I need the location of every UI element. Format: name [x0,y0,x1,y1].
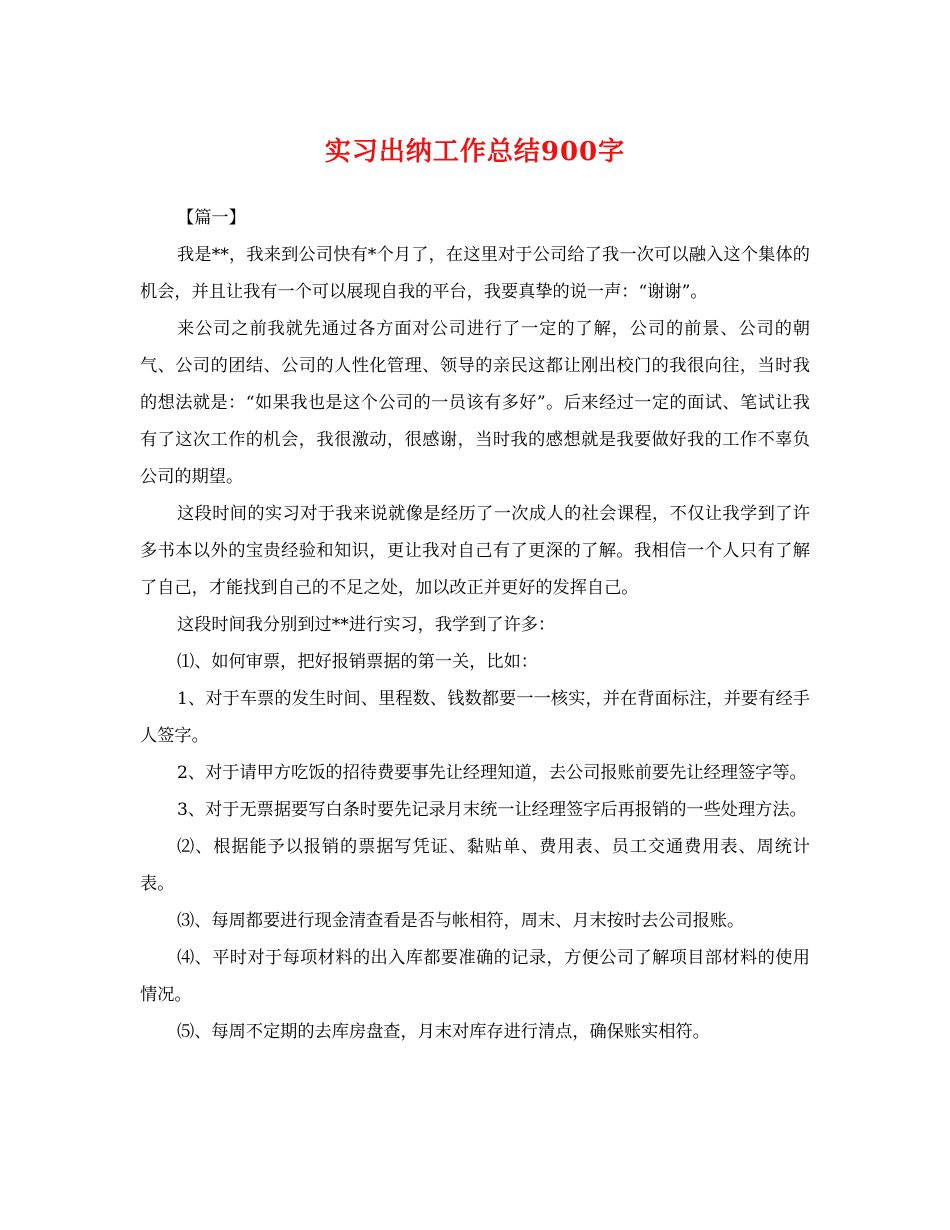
paragraph: 来公司之前我就先通过各方面对公司进行了一定的了解，公司的前景、公司的朝气、公司的团结、公司的人性化管理、领导的亲民这都让刚出校门的我很向往，当时我的想法就是：“如果我也是这个公司的一员该有多好”。后来经过一定的面试、笔试让我有了这次工作的机会，我很激动，很感谢，当时我的感想就是我要做好我的工作不辜负公司的期望。 [140,319,810,487]
list-item: ⑸、每周不定期的去库房盘查，月末对库存进行清点，确保账实相符。 [177,1022,710,1042]
list-item: 3、对于无票据要写白条时要先记录月末统一让经理签字后再报销的一些处理方法。 [177,800,807,820]
list-item: ⑷、平时对于每项材料的出入库都要准确的记录，方便公司了解项目部材料的使用情况。 [140,948,810,1005]
list-item: ⑴、如何审票，把好报销票据的第一关，比如： [177,652,538,672]
list-item: ⑶、每周都要进行现金清查看是否与帐相符，周末、月末按时去公司报账。 [177,911,745,931]
document-title: 实习出纳工作总结900字 [324,137,626,167]
paragraph: 这段时间的实习对于我来说就像是经历了一次成人的社会课程，不仅让我学到了许多书本以外的宝贵经验和知识，更让我对自己有了更深的了解。我相信一个人只有了解了自己，才能找到自己的不足之处，加以改正并更好的发挥自己。 [140,504,810,598]
document-body [140,200,810,1051]
paragraph: 这段时间我分别到过**进行实习，我学到了许多： [177,615,556,635]
list-item: 2、对于请甲方吃饭的招待费要事先让经理知道，去公司报账前要先让经理签字等。 [177,763,807,783]
list-item: 1、对于车票的发生时间、里程数、钱数都要一一核实，并在背面标注，并要有经手人签字。 [140,689,810,746]
section-heading: 【篇一】 [177,208,246,228]
list-item: ⑵、根据能予以报销的票据写凭证、黏贴单、费用表、员工交通费用表、周统计表。 [140,837,810,894]
paragraph: 我是**，我来到公司快有*个月了，在这里对于公司给了我一次可以融入这个集体的机会，并且让我有一个可以展现自我的平台，我要真挚的说一声：“谢谢”。 [140,245,810,302]
